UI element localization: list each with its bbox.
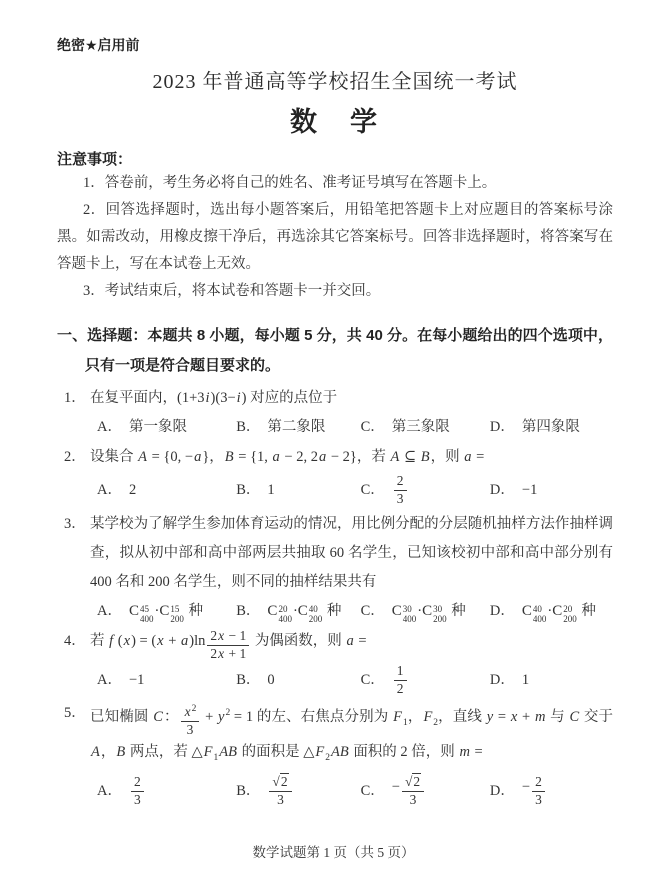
text-run: = <box>354 633 367 650</box>
option-label: A． <box>97 419 122 435</box>
text-run: 1 <box>521 671 530 688</box>
combination-letter: C <box>552 602 563 619</box>
combination-letter: C <box>128 602 139 619</box>
option <box>236 473 360 507</box>
option-value <box>522 477 537 503</box>
option-label: A． <box>97 671 122 688</box>
text-run: 种 <box>184 602 203 619</box>
text-run: 第四象限 <box>521 419 580 435</box>
math-variable: B <box>224 449 234 465</box>
text-run: 1 <box>396 662 404 678</box>
math-variable: A <box>138 449 147 465</box>
combination-superscript: 40 <box>532 604 542 615</box>
text-run: 2 <box>133 773 141 789</box>
combination-superscript: 30 <box>433 604 443 615</box>
math-variable: C <box>569 709 580 726</box>
combination-letter: C <box>297 602 308 619</box>
text-run: 已知椭圆 <box>90 709 153 726</box>
text-run: + <box>518 709 534 726</box>
text-run: 两点，若 △ <box>126 744 203 761</box>
text-run: 为偶函数，则 <box>251 633 346 650</box>
options-row <box>90 663 604 697</box>
option-label: C． <box>360 419 385 435</box>
text-run: 在复平面内，(1+3 <box>90 390 205 406</box>
text-run: 种 <box>323 602 342 619</box>
option <box>490 414 604 440</box>
combination-letter: C <box>422 602 433 619</box>
option <box>97 598 236 625</box>
math-fraction <box>402 775 424 808</box>
question-number: 5． <box>64 705 86 722</box>
text-run: ， <box>100 744 116 761</box>
question-4 <box>57 627 613 696</box>
fraction-numerator <box>207 629 249 646</box>
fraction-numerator <box>394 664 407 681</box>
option-label: D． <box>489 481 515 498</box>
option-value <box>267 477 274 503</box>
math-fraction <box>207 629 249 662</box>
question-2 <box>57 443 613 507</box>
notice-section <box>57 150 613 305</box>
option <box>490 663 604 697</box>
subject-title: 数 学 <box>290 107 380 137</box>
option-value <box>129 667 144 693</box>
subscript: 1 <box>402 718 408 729</box>
text-run: 与 <box>546 709 569 726</box>
text-run: )ln <box>189 633 206 650</box>
option <box>361 598 490 625</box>
text-run: ，直线 <box>438 709 486 726</box>
superscript: 2 <box>191 703 197 714</box>
fraction-denominator <box>269 792 291 808</box>
text-run: 1 <box>267 481 275 498</box>
notice-item-3: 3．考试结束后，将本试卷和答题卡一并交回。 <box>83 283 381 299</box>
text-run: 交于 <box>580 709 614 726</box>
text-run: −1 <box>521 481 538 498</box>
option-label: C． <box>360 782 385 799</box>
text-run: 3 <box>409 791 417 807</box>
option-value <box>267 598 341 625</box>
text-run: )(3− <box>210 390 236 406</box>
math-variable: B <box>116 744 126 761</box>
text-run: ⊆ <box>400 449 420 465</box>
math-variable: B <box>420 449 430 465</box>
text-run: 面积的 2 倍，则 <box>349 744 459 761</box>
text-run: −1 <box>128 671 145 688</box>
option-value <box>129 414 187 440</box>
combination-subscript: 400 <box>140 613 154 624</box>
text-run: ( <box>114 633 123 650</box>
text-run: 2 <box>210 645 218 661</box>
radical-sign: √ <box>272 773 280 789</box>
option-label: D． <box>489 419 515 435</box>
combination-subscript: 200 <box>563 613 577 624</box>
text-run: 种 <box>577 602 596 619</box>
text-run: ， <box>407 709 423 726</box>
text-run: 第二象限 <box>267 419 326 435</box>
text-run: + <box>201 709 217 726</box>
section-one-heading: 一、选择题：本题共 8 小题，每小题 5 分，共 40 分。在每小题给出的四个选项中，只有一项是符合题目要求的。 <box>57 327 613 374</box>
math-variable: a <box>318 449 327 465</box>
option-label: A． <box>97 782 122 799</box>
radicand: 2 <box>413 773 421 789</box>
option <box>361 414 490 440</box>
option <box>490 774 604 808</box>
option <box>97 473 236 507</box>
text-run: ) = ( <box>131 633 157 650</box>
text-run: }， <box>202 449 224 465</box>
text-run: ： <box>163 709 179 726</box>
option <box>97 774 236 808</box>
radical-expression <box>405 773 421 789</box>
combination-symbol <box>129 598 155 625</box>
option-value <box>392 598 466 625</box>
option-label: B． <box>236 671 261 688</box>
option-label: D． <box>489 671 515 688</box>
exam-title: 2023 年普通高等学校招生全国统一考试 <box>152 71 518 93</box>
text-run: = {0, − <box>147 449 194 465</box>
fraction-denominator <box>131 792 144 808</box>
text-run: · <box>417 602 423 619</box>
text-run: · <box>547 602 553 619</box>
combination-letter: C <box>159 602 170 619</box>
option-value <box>267 414 325 440</box>
math-variable: F <box>423 709 433 726</box>
option-value <box>267 774 293 808</box>
option-label: D． <box>489 602 515 619</box>
combination-scripts <box>278 605 292 624</box>
question-number: 4． <box>64 633 86 650</box>
math-variable: x <box>218 628 225 644</box>
combination-symbol <box>298 598 324 625</box>
notice-item-1: 1．答卷前，考生务必将自己的姓名、准考证号填写在答题卡上。 <box>83 175 497 191</box>
math-variable: a <box>194 449 202 465</box>
math-variable: i <box>205 390 210 406</box>
fraction-denominator <box>402 792 424 808</box>
math-variable: x <box>123 633 131 650</box>
text-run: = <box>472 449 485 465</box>
math-variable: F <box>315 744 325 761</box>
option-value <box>129 774 146 808</box>
option-value <box>522 667 529 693</box>
text-run: 3 <box>186 722 194 737</box>
combination-superscript: 30 <box>402 604 412 615</box>
option-label: D． <box>489 782 515 799</box>
text-run: − <box>391 778 400 795</box>
math-variable: a <box>346 633 354 650</box>
fraction-numerator <box>394 474 407 491</box>
option <box>97 414 236 440</box>
text-run: 3 <box>277 791 284 807</box>
classification-label: 绝密★启用前 <box>57 37 140 53</box>
text-run: 3 <box>133 791 141 807</box>
question-number: 2． <box>64 449 86 465</box>
notice-item-2: 2．回答选择题时，选出每小题答案后，用铅笔把答题卡上对应题目的答案标号涂黑。如需改动，用橡皮擦干净后，再选涂其它答案标号。回答非选择题时，将答案写在答题卡上，写在本试卷上无效。 <box>57 202 613 272</box>
combination-scripts <box>309 605 323 624</box>
option-value <box>522 598 596 625</box>
options-row <box>90 774 604 808</box>
fraction-denominator <box>532 792 545 808</box>
math-fraction <box>269 775 291 808</box>
option-label: A． <box>97 602 122 619</box>
question-text <box>90 390 337 406</box>
fraction-denominator <box>207 646 249 662</box>
fraction-numerator <box>269 775 291 792</box>
fraction-denominator <box>394 491 407 507</box>
combination-scripts <box>563 605 577 624</box>
combination-subscript: 400 <box>402 613 417 624</box>
superscript: 2 <box>225 708 231 719</box>
option <box>361 473 490 507</box>
combination-symbol <box>552 598 578 625</box>
fraction-numerator <box>131 775 144 792</box>
radicand: 2 <box>280 773 288 789</box>
math-fraction <box>181 704 200 738</box>
text-run: − 2}，若 <box>327 449 390 465</box>
math-variable: y <box>486 709 494 726</box>
combination-subscript: 400 <box>278 613 292 624</box>
option <box>361 774 490 808</box>
text-run: 2 <box>396 472 404 488</box>
option-value <box>267 667 274 693</box>
fraction-denominator <box>181 722 200 738</box>
math-variable: x <box>510 709 518 726</box>
subscript: 1 <box>213 752 219 763</box>
radical-expression <box>272 773 288 789</box>
math-variable: a <box>272 449 280 465</box>
question-text <box>90 516 613 590</box>
math-variable: F <box>203 744 213 761</box>
question-number: 3． <box>64 515 86 532</box>
combination-scripts <box>170 605 184 624</box>
math-variable: x <box>218 645 225 661</box>
math-variable: A <box>390 449 400 465</box>
math-variable: a <box>464 449 472 465</box>
subscript: 2 <box>325 752 330 763</box>
text-run: ) 对应的点位于 <box>241 390 338 406</box>
combination-scripts <box>533 605 547 624</box>
text-run: 3 <box>396 490 404 506</box>
combination-superscript: 45 <box>140 604 149 615</box>
combination-symbol <box>159 598 185 625</box>
radical-sign: √ <box>404 773 413 789</box>
text-run: 的面积是 △ <box>237 744 315 761</box>
question-3 <box>57 510 613 625</box>
math-variable: A <box>91 744 100 761</box>
math-variable: AB <box>330 744 349 761</box>
combination-letter: C <box>521 602 532 619</box>
math-variable: m <box>534 709 546 726</box>
options-row <box>90 473 604 507</box>
text-run: 2 <box>396 680 404 696</box>
text-run: · <box>292 602 298 619</box>
text-run: 第三象限 <box>391 419 450 435</box>
page-footer: 数学试题第 1 页（共 5 页） <box>252 845 415 860</box>
fraction-denominator <box>394 681 407 697</box>
math-fraction <box>131 775 144 808</box>
combination-symbol <box>392 598 418 625</box>
combination-letter: C <box>267 602 278 619</box>
combination-subscript: 200 <box>308 613 323 624</box>
options-row <box>90 598 604 625</box>
option-label: B． <box>236 602 261 619</box>
question-text <box>90 703 614 763</box>
combination-scripts <box>140 605 154 624</box>
combination-subscript: 200 <box>170 613 184 624</box>
text-run: − <box>521 778 531 795</box>
math-variable: y <box>218 709 225 726</box>
fraction-numerator <box>402 775 424 792</box>
option-value <box>392 414 450 440</box>
option <box>490 473 604 507</box>
text-run: 第一象限 <box>128 419 187 435</box>
combination-scripts <box>433 605 447 624</box>
combination-scripts <box>403 605 417 624</box>
text-run: − 1 <box>225 628 247 644</box>
option <box>361 663 490 697</box>
fraction-numerator <box>181 704 200 722</box>
option <box>236 663 360 697</box>
text-run: 某学校为了解学生参加体育运动的情况，用比例分配的分层随机抽样方法作抽样调查，拟从初中部和高中部两层共抽取 60 名学生，已知该校初中部和高中部分别有 400 名和 200 名学生，则不同的抽样结果共有 <box>90 515 613 590</box>
combination-symbol <box>522 598 548 625</box>
notice-heading: 注意事项： <box>57 151 133 168</box>
math-variable: i <box>236 390 241 406</box>
text-run: = <box>494 709 510 726</box>
math-variable: AB <box>219 744 237 761</box>
question-text <box>90 449 484 465</box>
fraction-numerator <box>532 775 545 792</box>
combination-superscript: 15 <box>170 604 180 615</box>
combination-symbol <box>422 598 448 625</box>
combination-superscript: 20 <box>278 604 288 615</box>
option-value <box>392 663 409 697</box>
option-label: C． <box>360 481 385 498</box>
option-label: C． <box>360 671 385 688</box>
text-run: ，则 <box>430 449 464 465</box>
combination-subscript: 200 <box>433 613 447 624</box>
option <box>490 598 604 625</box>
option-value <box>129 598 203 625</box>
text-run: + 1 <box>225 645 247 661</box>
math-variable: x <box>157 633 164 650</box>
questions-list <box>57 384 613 808</box>
text-run: = {1, <box>234 449 272 465</box>
text-run: 2 <box>535 773 542 789</box>
option-label: B． <box>236 782 261 799</box>
math-fraction <box>394 474 407 507</box>
math-fraction <box>532 775 545 808</box>
option-value <box>392 774 426 808</box>
option <box>97 663 236 697</box>
combination-symbol <box>267 598 293 625</box>
text-run: 2 <box>210 628 218 644</box>
question-5 <box>57 699 613 807</box>
math-variable: x <box>184 704 191 720</box>
text-run: 0 <box>267 671 275 688</box>
option-label: B． <box>236 481 261 498</box>
math-variable: m <box>459 744 470 761</box>
math-fraction <box>394 664 407 697</box>
combination-superscript: 20 <box>563 604 573 615</box>
text-run: + <box>164 633 181 650</box>
option-value <box>522 414 580 440</box>
text-run: 种 <box>447 602 466 619</box>
math-variable: a <box>181 633 189 650</box>
text-run: = <box>470 744 483 761</box>
option-label: A． <box>97 481 122 498</box>
option-label: B． <box>236 419 261 435</box>
text-run: = 1 的左、右焦点分别为 <box>230 709 393 726</box>
option-value <box>129 477 136 503</box>
math-variable: C <box>153 709 163 726</box>
text-run: 2 <box>128 481 137 498</box>
combination-subscript: 400 <box>532 613 547 624</box>
text-run: 若 <box>90 633 109 650</box>
option <box>236 774 360 808</box>
question-1 <box>57 384 613 440</box>
math-variable: f <box>109 633 114 650</box>
options-row <box>90 414 604 440</box>
option-value <box>392 473 409 507</box>
question-text <box>90 628 367 661</box>
text-run: 3 <box>535 791 542 807</box>
combination-superscript: 40 <box>308 604 318 615</box>
combination-letter: C <box>391 602 402 619</box>
math-variable: F <box>393 709 402 726</box>
option-label: C． <box>360 602 385 619</box>
option <box>236 598 360 625</box>
text-run: 设集合 <box>90 449 138 465</box>
text-run: · <box>154 602 160 619</box>
option-value <box>522 774 547 808</box>
option <box>236 414 360 440</box>
text-run: − 2, 2 <box>280 449 318 465</box>
question-number: 1． <box>64 390 86 406</box>
subscript: 2 <box>433 718 439 729</box>
